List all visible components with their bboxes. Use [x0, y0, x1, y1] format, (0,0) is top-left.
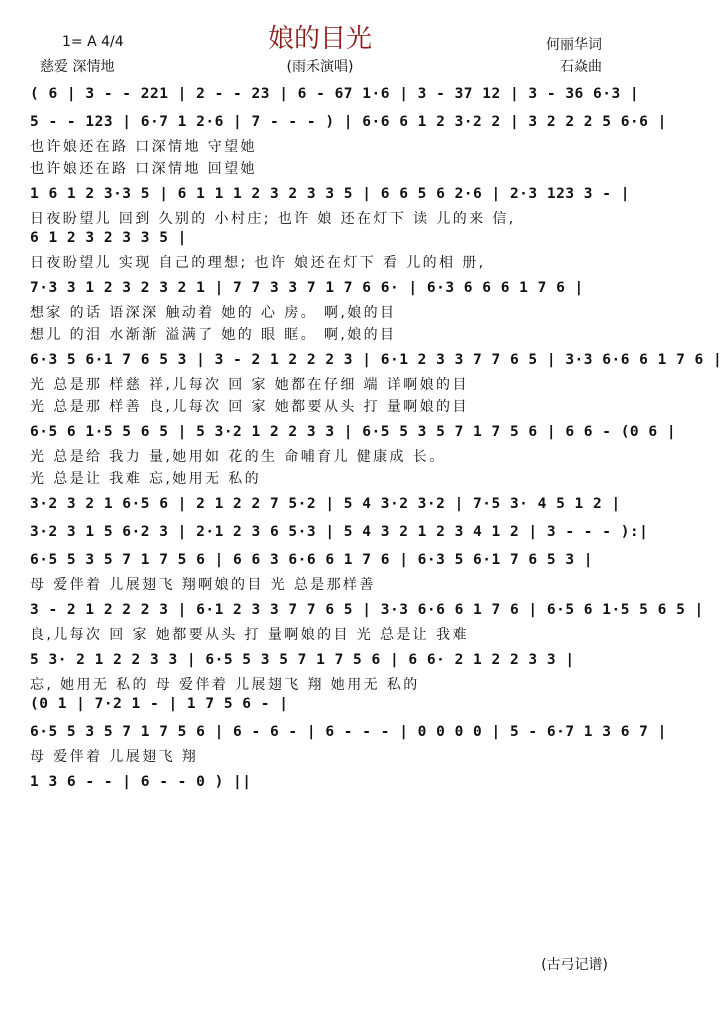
notation-line: 3 - 2 1 2 2 2 3 | 6·1 2 3 3 7 7 6 5 | 3·3 6·6 6 1 7 6 | 6·5 6 1·5 5 6 5 |	[30, 602, 704, 618]
transcriber-credit: (古弓记谱)	[541, 957, 608, 973]
lyricist-credit: 何丽华词	[546, 37, 602, 53]
notation-line: 6·3 5 6·1 7 6 5 3 | 3 - 2 1 2 2 2 3 | 6·1 2 3 3 7 7 6 5 | 3·3 6·6 6 1 7 6 |	[30, 352, 722, 368]
notation-line: 3·2 3 2 1 6·5 6 | 2 1 2 2 7 5·2 | 5 4 3·2 3·2 | 7·5 3· 4 5 1 2 |	[30, 496, 621, 512]
lyric-line: 母 爱伴着 儿展翅飞 翔啊娘的目 光 总是那样善	[30, 577, 376, 593]
lyric-line: 母 爱伴着 儿展翅飞 翔	[30, 749, 199, 765]
notation-line: 5 3· 2 1 2 2 3 3 | 6·5 5 3 5 7 1 7 5 6 | 6 6· 2 1 2 2 3 3 |	[30, 652, 575, 668]
lyric-line: 良,儿每次 回 家 她都要从头 打 量啊娘的目 光 总是让 我难	[30, 627, 469, 643]
lyric-line: 日夜盼望儿 回到 久别的 小村庄; 也许 娘 还在灯下 读 儿的来 信,	[30, 211, 516, 227]
lyric-line: 光 总是那 样慈 祥,儿每次 回 家 她都在仔细 端 详啊娘的目	[30, 377, 469, 393]
lyric-line: 想儿 的泪 水渐渐 溢满了 她的 眼 眶。 啊,娘的目	[30, 327, 397, 343]
lyric-line: 光 总是让 我难 忘,她用无 私的	[30, 471, 262, 487]
notation-line: 6 1 2 3 2 3 3 5 |	[30, 230, 187, 246]
lyric-line: 也许娘还在路 口深情地 守望她	[30, 139, 257, 155]
notation-line: 3·2 3 1 5 6·2 3 | 2·1 2 3 6 5·3 | 5 4 3 2 1 2 3 4 1 2 | 3 - - - ):|	[30, 524, 649, 540]
music-score	[30, 86, 722, 796]
performer-note: (雨禾演唱)	[286, 59, 354, 75]
notation-line: ( 6 | 3 - - 221 | 2 - - 23 | 6 - 67 1·6 | 3 - 37 12 | 3 - 36 6·3 |	[30, 86, 640, 102]
notation-line: (0 1 | 7·2 1 - | 1 7 5 6 - |	[30, 696, 289, 712]
lyric-line: 光 总是给 我力 量,她用如 花的生 命哺育儿 健康成 长。	[30, 449, 446, 465]
lyric-line: 想家 的话 语深深 触动着 她的 心 房。 啊,娘的目	[30, 305, 397, 321]
notation-line: 1 3 6 - - | 6 - - 0 ) ||	[30, 774, 252, 790]
key-time-signature: 1= A 4/4	[62, 34, 124, 50]
song-title: 娘的目光	[267, 24, 372, 54]
notation-line: 7·3 3 1 2 3 2 3 2 1 | 7 7 3 3 7 1 7 6 6· | 6·3 6 6 6 1 7 6 |	[30, 280, 584, 296]
lyric-line: 忘, 她用无 私的 母 爱伴着 儿展翅飞 翔 她用无 私的	[30, 677, 420, 693]
notation-line: 6·5 5 3 5 7 1 7 5 6 | 6 6 3 6·6 6 1 7 6 | 6·3 5 6·1 7 6 5 3 |	[30, 552, 594, 568]
lyric-line: 也许娘还在路 口深情地 回望她	[30, 161, 257, 177]
notation-line: 6·5 5 3 5 7 1 7 5 6 | 6 - 6 - | 6 - - - | 0 0 0 0 | 5 - 6·7 1 3 6 7 |	[30, 724, 667, 740]
lyric-line: 光 总是那 样善 良,儿每次 回 家 她都要从头 打 量啊娘的目	[30, 399, 469, 415]
mood-marking: 慈爱 深情地	[40, 59, 115, 75]
notation-line: 6·5 6 1·5 5 6 5 | 5 3·2 1 2 2 3 3 | 6·5 5 3 5 7 1 7 5 6 | 6 6 - (0 6 |	[30, 424, 677, 440]
notation-line: 5 - - 123 | 6·7 1 2·6 | 7 - - - ) | 6·6 6 1 2 3·2 2 | 3 2 2 2 5 6·6 |	[30, 114, 667, 130]
notation-line: 1 6 1 2 3·3 5 | 6 1 1 1 2 3 2 3 3 5 | 6 6 5 6 2·6 | 2·3 123 3 - |	[30, 186, 630, 202]
lyric-line: 日夜盼望儿 实现 自己的理想; 也许 娘还在灯下 看 儿的相 册,	[30, 255, 486, 271]
composer-credit: 石焱曲	[560, 59, 602, 75]
